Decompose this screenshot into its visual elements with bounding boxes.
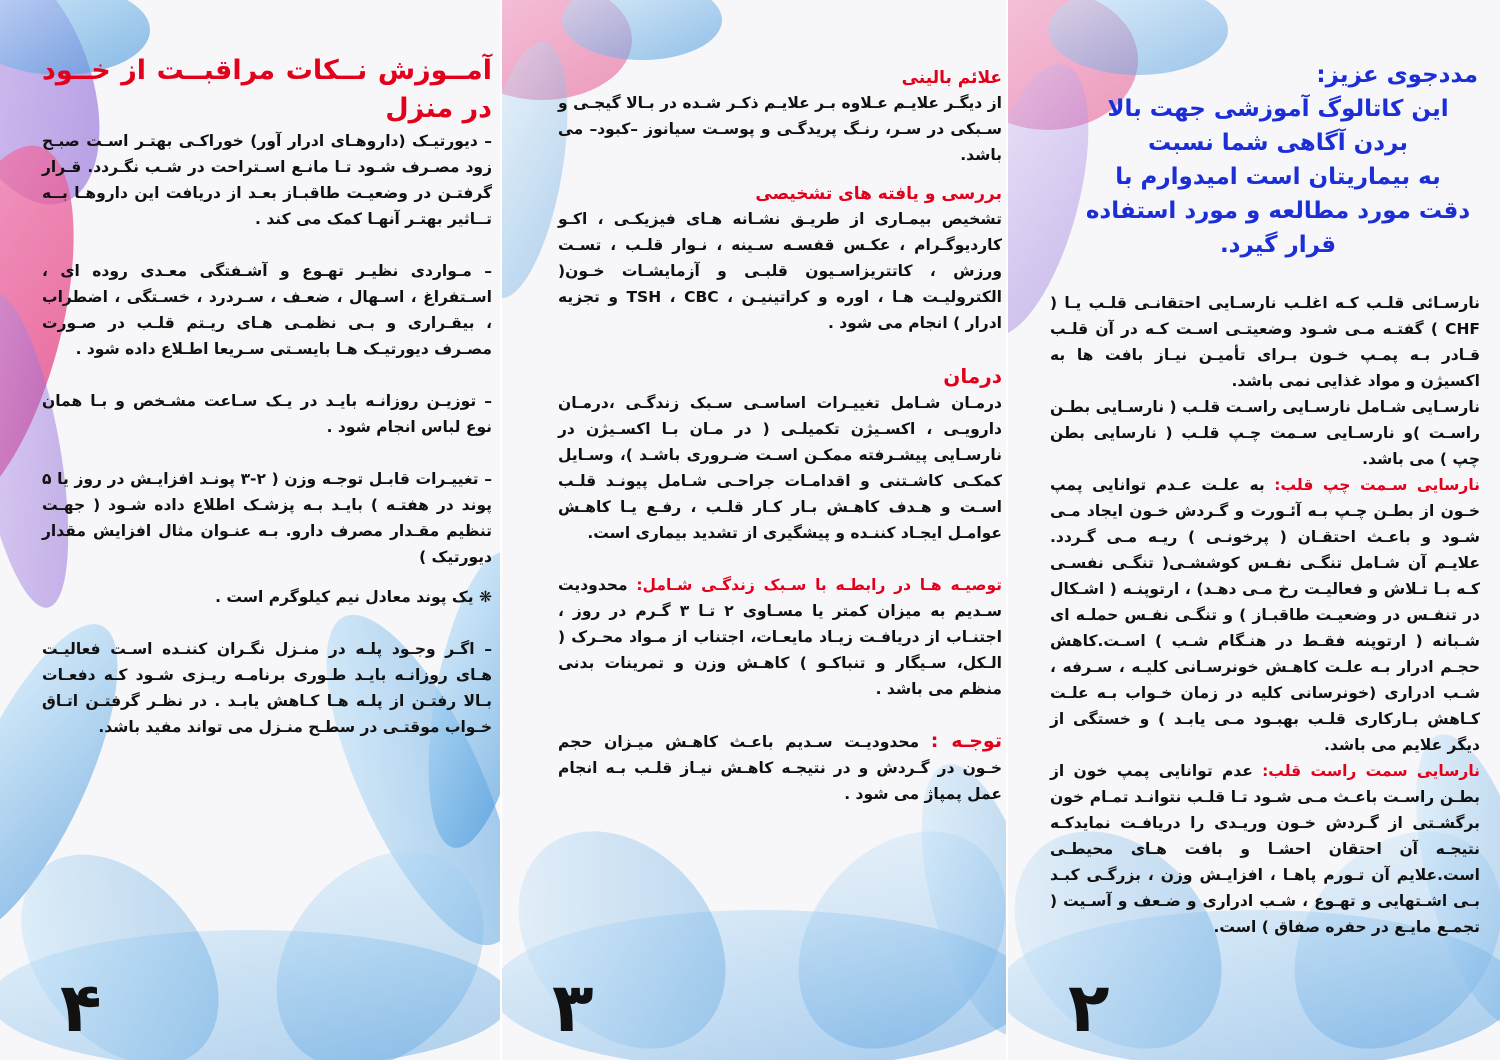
diuretic-timing-item: – دیورتیـک (داروهـای ادرار آور) خوراکـی بهتـر اسـت صبـح زود مصـرف شـود تـا مانـع اسـتراحت در شـب نگـردد. قـرار گرفتـن در وضعیـت طاقبـاز بعـد از دریافت این داروهـا بــه تــاثیر بهتـر آنهـا کمک می کند . [42, 132, 492, 228]
lifestyle-text: محدودیت سـدیم به میزان کمتر یا مسـاوی ۲ تـا ۳ گـرم در روز ، اجتنـاب از دریافـت زیـاد مایعـات، اجتناب از مـواد محـرک ( الـکل، سـیگار و تنباکـو ) کاهـش وزن و تمرینات بدنی منظم می باشد . [558, 576, 1002, 698]
clinical-signs-heading: علائم بالینی [901, 68, 1002, 88]
pound-note-item: ❋ یک پوند معادل نیم کیلوگرم است . [215, 588, 492, 606]
panel-page-2 [1006, 0, 1500, 1060]
greeting-block [1078, 58, 1478, 262]
panel3-content [558, 66, 1002, 807]
treatment-heading: درمان [943, 364, 1002, 388]
panel4-content [42, 52, 492, 740]
lifestyle-heading: توصیـه هـا در رابطـه با سـبک زندگـی شـامل: [636, 576, 1002, 594]
greeting-line: به بیماریتان است امیدوارم با [1115, 164, 1441, 190]
daily-weighing-item: – توزیـن روزانـه بایـد در یـک سـاعت مشـخص و بـا همان نوع لباس انجام شود . [42, 392, 492, 436]
greeting-title: مددجوی عزیز: [1316, 62, 1478, 88]
right-failure-heading: نارسایی سمت راست قلب: [1262, 762, 1480, 780]
panel-page-4 [0, 0, 500, 1060]
page-number-4: ۴ [60, 969, 102, 1048]
heart-failure-intro: نارسـائی قلـب کـه اغلـب نارسـایی احتقانـی قلـب یـا ( CHF ) گفتـه مـی شـود وضعیتـی اسـت کـه در آن قلـب قـادر بـه پمـپ خـون بـرای تأمیـن نیـاز بافت ها به اکسیژن و مواد غذایی نمی باشد. [1050, 294, 1480, 390]
clinical-signs-text: از دیگـر علایـم عـلاوه بـر علایـم ذکـر شـده در بـالا گیجـی و سـبکی در سـر، رنـگ پریدگـی و پوسـت سیانوز –کبود– می باشد. [558, 94, 1002, 164]
diagnosis-heading: بررسی و یافته های تشخیصی [755, 184, 1002, 204]
greeting-line: این کاتالوگ آموزشی جهت بالا [1107, 96, 1449, 122]
greeting-line: بردن آگاهی شما نسبت [1148, 130, 1408, 156]
note-text: محدودیـت سـدیم باعـث کاهـش میـزان حجم خـون در گـردش و در نتیجـه کاهـش نیـاز قلـب بـه انجام عمل پمپاژ می شود . [558, 733, 1002, 803]
page-number-2: ۲ [1068, 969, 1110, 1048]
diuretic-side-effects-item: – مـواردی نظیـر تهـوع و آشـفتگی معـدی روده ای ، اسـتفراغ ، اسـهال ، ضعـف ، سـردرد ، خسـتگی ، اضطراب ، بیقـراری و بـی نظمـی هـای ریـتم قلـب در صـورت مصـرف دیورتیـک هـا بایسـتی سـریعا اطـلاع داده شود . [42, 262, 492, 358]
greeting-line: دقت مورد مطالعه و مورد استفاده [1085, 198, 1471, 224]
right-failure-text: عدم توانایی پمپ خون از بطـن راسـت باعـث مـی شـود تـا قلـب نتوانـد تمـام خون برگشـتی از گـردش خـون وریـدی را دریافـت نمایدکـه نتیجـه آن احتقان احشـا و بافت هـای محیطـی است.علایم آن تـورم پاهـا ، افزایـش وزن ، بزرگـی کبـد بـی اشـتهایی و تهـوع ، شـب ادراری و ضـعف و آسـیت ( تجمـع مایـع در حفره صفاق ) است. [1050, 762, 1480, 936]
weight-change-item: – تغییـرات قابـل توجـه وزن ( ۲-۳ پونـد افزایـش در روز یا ۵ پوند در هفتـه ) بایـد بـه پزشـک اطلاع داده شـود ( جهـت تنظیم مقـدار مصرف دارو. بـه عنـوان مثال افزایش مقدار دیورتیک ) [42, 470, 492, 566]
treatment-text: درمـان شـامل تغییـرات اساسـی سـبک زندگـی ،درمـان دارویـی ، اکسـیژن تکمیلـی ( در مـان بـا اکسـیژن در نارسـایی پیشـرفته ممکـن اسـت ضـروری باشـد )، وسـایل کمکـی کاشـتنی و اقدامـات جراحـی شـامل پیونـد قلـب اسـت و هـدف کاهـش بـار کـار قلـب ، رفـع یـا کاهـش عوامـل ایجـاد کننـده و پیشگیری از تشدید بیماری است. [558, 394, 1002, 542]
panel2-content [1050, 290, 1480, 940]
panel-page-3 [500, 0, 1008, 1060]
greeting-line: قرار گیرد. [1219, 232, 1337, 258]
heart-failure-types: نارسـایی شـامل نارسـایی راسـت قلـب ( نارسـایی بطـن راسـت )و نارسـایی سـمت چـپ قلـب ( نارسایی بطن چپ ) می باشد. [1050, 398, 1480, 468]
page-number-3: ۳ [552, 969, 594, 1048]
left-failure-heading: نارسایی سـمت چپ قلب: [1274, 476, 1480, 494]
note-heading: توجـه : [930, 730, 1002, 752]
stairs-item: – اگـر وجـود پلـه در منـزل نگـران کننـده اسـت فعالیـت هـای روزانـه بایـد طـوری برنامـه ریـزی شـود کـه دفعـات بـالا رفتـن از پلـه هـا کـاهش یابـد . در نظـر گرفتـن اتـاق خـواب موقتـی در سطـح منـزل می تواند مفید باشد. [42, 640, 492, 736]
left-failure-text: به علـت عـدم توانایی پمپ خـون از بطـن چـپ بـه آئـورت و گـردش خـون ایجاد مـی شـود و باعـث احتقـان ( پرخونـی ) ریـه مـی گـردد. علایـم آن شـامل تنگـی نفـس کوششـی( تنگـی نفسـی کـه بـا تـلاش و فعالیـت رخ مـی دهـد) ، ارتوپنـه ( اشـکال در تنفـس در وضعیـت طاقبـاز ) و تنگـی نفـس حملـه ای شـبانه ( ارتوپنه فقـط در هنـگام شـب ) اسـت.کاهش حجـم ادرار بـه علـت کاهـش خونرسـانی کلیـه ، سـرفه ، شـب ادراری (خونرسانی کلیه در زمان خـواب بـه علـت کـاهش بـارکاری قلـب بهبـود مـی یابـد ) و خستگی از دیگر علایم می باشد. [1050, 476, 1480, 754]
home-care-title: آمــوزش نــکات مراقبــت از خــود در منزل [42, 55, 492, 124]
diagnosis-text: تشخیص بیمـاری از طریـق نشـانه هـای فیزیکـی ، اکـو کاردیوگـرام ، عکـس قفسـه سـینه ، نـوار قلـب ، تسـت ورزش ، کاتتریزاسـیون قلبـی و آزمایشـات خـون( الکترولیـت هـا ، اوره و کراتینیـن ، TSH ، CBC و تجزیه ادرار ) انجام می شود . [558, 210, 1002, 332]
